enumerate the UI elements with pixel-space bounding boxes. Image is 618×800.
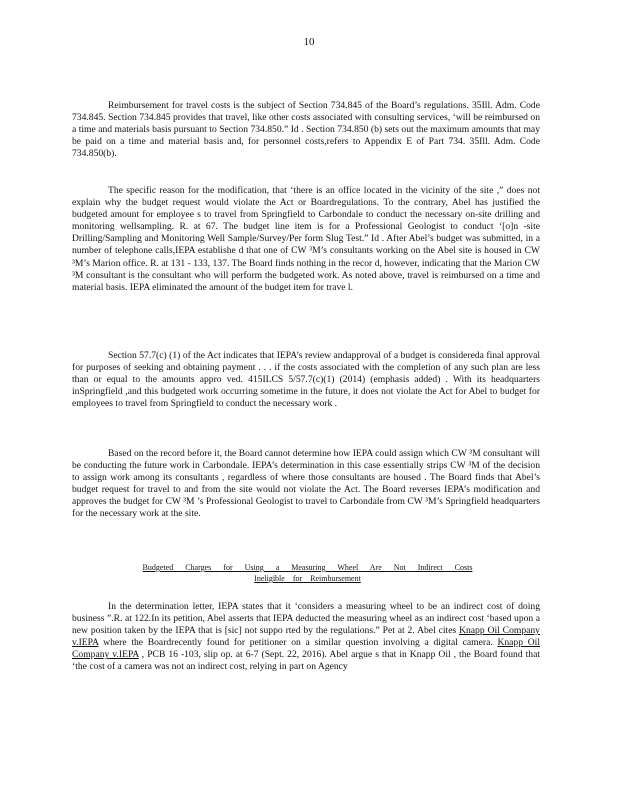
case-citation: Knapp Oil Company v.IEPA: [72, 625, 540, 649]
case-citation: Knapp Oil Company v.IEPA: [72, 637, 540, 661]
paragraph-text-before: In the determination letter, IEPA states that it ‘considers a measuring wheel to be an indirect cost of doing business ”.R. at 122.In its petition, Abel asserts that IEPA deducted the measuring wheel as an indirect cost ‘based upon a new position taken by the IEPA that is [sic] not suppo rted by the regulations.” Pet at 2. Abel cites: [72, 601, 540, 637]
paragraph-text-middle: where the Boardrecently found for petitioner on a similar question involving a digital camera.: [98, 637, 498, 649]
paragraph-board-finding: [72, 448, 540, 521]
paragraph-measuring-wheel: [72, 601, 540, 674]
paragraph-text-after: , PCB 16 -103, slip op. at 6-7 (Sept. 22, 2016). Abel argue s that in Knapp Oil , the Board found that ‘the cost of a camera was not an indirect cost, relying in part on Agency: [72, 649, 541, 673]
paragraph-modification-reason: [72, 185, 540, 294]
heading-line-1: Budgeted Charges for Using a Measuring Wheel Are Not Indirect Costs: [142, 563, 473, 572]
paragraph-travel-costs: [72, 100, 540, 160]
page-number: 10: [303, 36, 315, 48]
paragraph-text: Based on the record before it, the Board cannot determine how IEPA could assign which CW ³M consultant will be conducting the future work in Carbondale. IEPA’s determination in this case essentially strips CW ³M of the decision to assign work among its consultants , regardless of where those consultants are housed . The Board finds that Abel’s budget request for travel to and from the site would not violate the Act. The Board reverses IEPA’s modification and approves the budget for CW ³M ’s Professional Geologist to travel to Carbondale from CW ³M’s Springfield headquarters for the necessary work at the site.: [72, 448, 540, 520]
paragraph-text: The specific reason for the modification, that ‘there is an office located in the vicinity of the site ,” does not explain why the budget request would violate the Act or Boardregulations. To the contrary, Abel has justified the budgeted amount for employee s to travel from Springfield to Carbondale to conduct the necessary on-site drilling and monitoring wellsampling. R. at 67. The budget line item is for a Professional Geologist to conduct ‘[o]n -site Drilling/Sampling and Monitoring Well Sample/Survey/Per form Slug Test.” Id . After Abel’s budget was submitted, in a number of telephone calls,IEPA establishe d that one of CW ³M’s consultants working on the Abel site is housed in CW ³M’s Marion office. R. at 131 - 133, 137. The Board finds nothing in the recor d, however, indicating that the Marion CW ³M consultant is the consultant who will perform the budgeted work. As noted above, travel is reimbursed on a time and material basis. IEPA eliminated the amount of the budget item for trave l.: [72, 185, 540, 293]
paragraph-section-57-7: [72, 350, 540, 410]
paragraph-text: Section 57.7(c) (1) of the Act indicates that IEPA’s review andapproval of a budget is considereda final approval for purposes of seeking and obtaining payment . . . if the costs associated with the completion of any such plan are less than or equal to the amounts appro ved. 415ILCS 5/57.7(c)(1) (2014) (emphasis added) . With its headquarters inSpringfield ,and this budgeted work occurring sometime in the future, it does not violate the Act for Abel to budget for employees to travel from Springfield to conduct the necessary work .: [72, 350, 540, 410]
section-heading: [120, 562, 495, 584]
heading-line-2: Ineligible for Reimbursement: [254, 574, 361, 583]
paragraph-text: Reimbursement for travel costs is the subject of Section 734.845 of the Board’s regulations. 35Ill. Adm. Code 734.845. Section 734.845 provides that travel, like other costs associated with consulting services, ‘will be reimbursed on a time and materials basis pursuant to Section 734.850.” Id . Section 734.850 (b) sets out the maximum amounts that may be paid on a time and material basis and, for personnel costs,refers to Appendix E of Part 734. 35Ill. Adm. Code 734.850(b).: [72, 100, 540, 160]
